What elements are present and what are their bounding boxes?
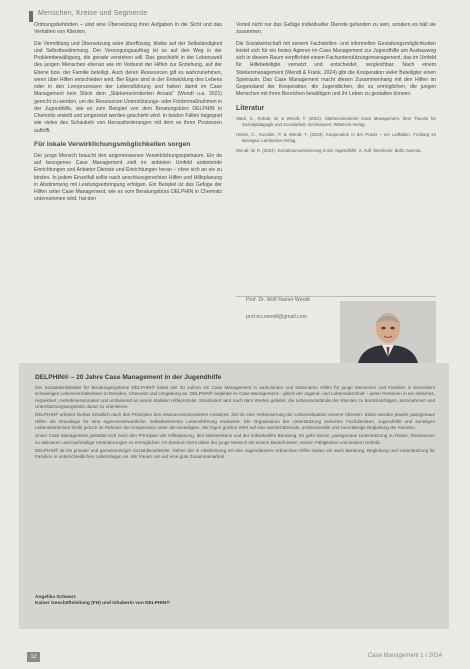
literature-heading: Literatur <box>236 104 265 112</box>
reference-1: Stärk, S., Rohde, M. & Wendt, T. (2021). Stärkenorientierte Case Management. Ihrer Theorie für Sozialpädagogik und Sozialarbeit. Gelnhausen: Wittstock-Verlag. <box>236 115 436 127</box>
header-bar <box>29 11 33 22</box>
signature-name: Angelika Schwarz <box>35 595 76 600</box>
author-portrait <box>340 301 436 363</box>
reference-2: Hinkel, C., Kunstler, P. & Wendt, T. (2023). Kooperation in der Praxis – ein Leitfaden. Freiburg im Breisgau: Lambertus-Verlag. <box>236 131 436 143</box>
info-box-paragraph-4: DELPHIN® ist ein privater und gemeinnütziger Sozialdienstleister. Neben der in Abstimmung mit den Jugendämtern erbrachten Hilfen bieten wir auch Beratung, Begleitung und Unterstützung für Familien in unterschiedlichen Lebenslagen an. Wir freuen uns auf eine gute Zusammenarbeit. <box>35 448 435 460</box>
header-section-title: Menschen, Kreise und Segmente <box>38 10 148 17</box>
info-box-body <box>35 385 435 463</box>
author-portrait-image <box>340 301 436 363</box>
info-box-paragraph-1: Der Sozialdienstleister für Beratungssysteme DELPHIN® bietet seit 20 Jahren ein Case Management in ambulanten und stationären Hilfen für junge Menschen und Familien in besonders schwierigen Lebensverhältnissen in Dresden, Chemnitz und Umgebung an. DELPHIN® begleitet im Case Management – gleich der Jugend- und Lebensabschnitt – jeden Personen in ein ehrliches, respektiert, mehrdimensionales und umfassend an einem stabilen Hilfeprozess. Strukturiert wird nach dem Werten geleitet, die Lebensumstände der Klienten zu berücksichtigen, anzunehmen und Unterstützungsangebote daran zu orientieren. <box>35 385 435 410</box>
page-number: 12 <box>27 652 40 662</box>
left-column <box>34 22 222 208</box>
left-paragraph-1: Ordnungsbehörden – sind eine Übersetzung ihrer Aufgaben in die Sicht und das Verhalten von Klienten. <box>34 22 222 36</box>
left-subheading: Für lokale Verwirklichungsmöglichkeiten sorgen <box>34 140 191 148</box>
author-email[interactable]: prof.w.r.wendt@gmail.com <box>246 314 307 320</box>
journal-footer: Case Management 1 / 2024 <box>367 653 442 659</box>
right-paragraph-2: Die Sozialwirtschaft mit seinem Fachstellen- und informellen Gestaltungsmöglichkeiten leistet sich für ein festes Agieren im Case Management zur Jugendhilfe am Ausbauweg sich in diesem Raum verpflichtet einem Fachunterstützungsmanagement, das im Umfeld für Hilfebeteiligte vernetzt und entscheidet, vergleichbar. Nach einem Stärkenmanagement (Wendt & Frank, 2024) gibt die Kooperation vieler Beteiligter einen Spielraum. Das Case Management macht diesen Zusammenhang mit den Hilfen im Gegenstand der Kooperation, die Jugendlichen, die zu ermöglichen, die jungen Menschen mit ihren Bereichen bewältigen und ihr Leben zu gestalten können. <box>236 40 436 98</box>
info-box-paragraph-3: Unser Case Management gestaltet sich nach den Prinzipien der Hilfeplanung, des Netzwerkens und der individuellen Beratung. Es geht darum, passgenaue Unterstützung zu finden, Ressourcen zu aktivieren und nachhaltige Veränderungen zu ermöglichen. Im Zentrum steht dabei der junge Mensch mit seinen Bedürfnissen, seinen Fähigkeiten und seinem Umfeld. <box>35 433 435 445</box>
right-column <box>236 22 436 158</box>
signature-role: Kaiser Geschäftsleitung (FH) und Inhaberin von DELPHIN® <box>35 601 170 607</box>
author-name: Prof. Dr. Wolf Rainer Wendt <box>246 297 310 303</box>
left-paragraph-3: Der junge Mensch braucht den angemessenen Verwirklichungsspielraum. Ein da auf bezogenes Case Management zielt im anbieten Umfeld anbietende Einrichtungen und Anbieter Dienste und Einrichtungen heran – ohne sich an sie zu binden. In jedem Einzelfall sollte nach anschlussgerechten Hilfen und Hilfeplanung in Abstimmung mit Leistungserbringung erfolgen. Ein Beispiel ist das Gefüge der Hilfen unter Case Management, wie es vom Beratungsbüro DELPHIN in Chemnitz unternommen wird, hat den <box>34 152 222 203</box>
info-box <box>19 363 449 629</box>
info-box-paragraph-2: DELPHIN® arbeitet hierbei inhaltlich nach den Prinzipien des ressourcenorientierten Ansatzes. Ziel ist eine Verbesserung der Lebenssituation unserer Klienten. Dabei werden jeweils passgenaue Hilfen als Grundlage für eine eigenverantwortliche, selbstbestimmte Lebensführung erarbeitet. Die Organisation der Unterstützung zwischen Fachdiensten, Jugendhilfe und sonstigen Lebensbereichen bleibt jedoch im Rahmen der Kooperation unter den Beteiligten. Wir legen großen Wert auf eine wertschätzende, professionelle und zuverlässige Begleitung der Klienten. <box>35 412 435 431</box>
right-paragraph-1: Vorteil nicht nur das Gefüge individueller Dienste gefunden zu sein, sondern es hält sie zusammen. <box>236 22 436 36</box>
info-box-signature <box>35 595 170 608</box>
running-header <box>29 10 449 22</box>
info-box-title: DELPHIN® – 20 Jahre Case Management in der Jugendhilfe <box>35 374 222 381</box>
reference-3: Wendt, W. R. (2024). Sozialraumorientierung in der Jugendhilfe. 2. Aufl. Weinheim: Beltz Juventa. <box>236 147 422 153</box>
left-paragraph-2: Die Vermittlung und Übersetzung wäre überflüssig, bliebe auf der Selbständigkeit und Selbstbestimmung. Der Versorgungsauftrag ist so auf den Weg in der Problembewältigung, die gerade verstehen will. Das geschieht in der Lebenswelt des jungen Menschen ebenso wie im Verbund der Hilfen zur Erziehung, auf der Ebene bzw. der Familie beteiligt. Auch deren Ressourcen gilt es wahrzunehmen, wenn über Hilfen entschieden wird. Bei Eigen sind in der Entwicklung des Lebens oder in den Lernprozessen der Lebensführung und haben damit im Case Management kein Stück dem „Stärkenorientierten Ansatz“ (Wendt u.a. 2021) gerecht zu werden, um die Ressourcen Unterstützungs- oder Fördermaßnahmen in der Jugendhilfe, wie es zum Beispiel von dem Beratungsbüro DELPHIN in Chemnitz erstellt und umgesetzt werden geschieht wird. In beiden Fällen begegnet wie vieles des Schaukeln von Herausforderungen mit dem es ihren Prozessen auftrifft. <box>34 40 222 134</box>
